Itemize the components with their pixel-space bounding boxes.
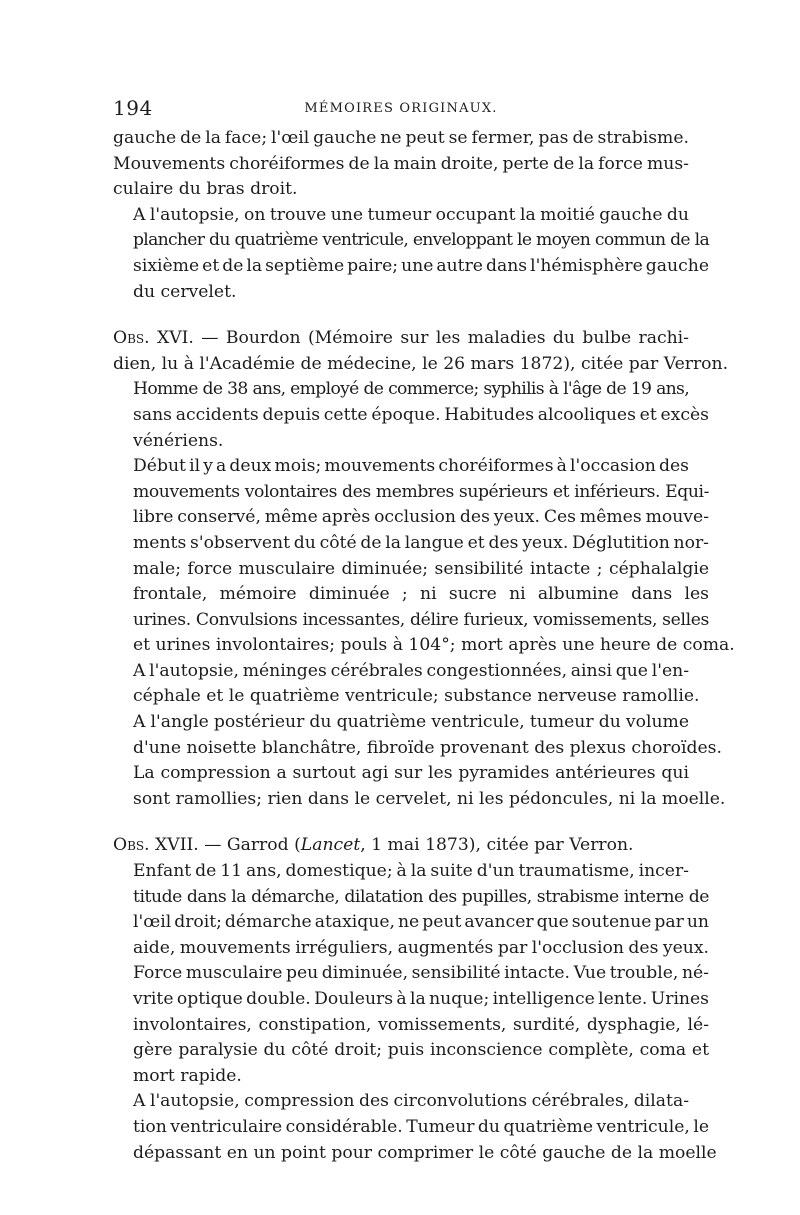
page-header <box>113 96 689 124</box>
paragraph <box>113 659 700 710</box>
text-line: libre conservé, même après occlusion des yeux. Ces mêmes mouve- <box>133 507 709 528</box>
observation-label: Obs. XVI. <box>113 328 194 349</box>
paragraph <box>113 377 709 454</box>
text-line: Obs. XVII. — Garrod (Lancet, 1 mai 1873), citée par Verron. <box>113 835 634 856</box>
page-number: 194 <box>113 96 153 120</box>
text-line: Enfant de 11 ans, domestique; à la suite d'un traumatisme, incer- <box>133 861 689 882</box>
text-line: A l'autopsie, on trouve une tumeur occupant la moitié gauche du <box>133 204 689 225</box>
text-line: dien, lu à l'Académie de médecine, le 26 mars 1872), citée par Verron. <box>113 353 729 374</box>
journal-title: Lancet <box>300 835 361 856</box>
text-line: Obs. XVI. — Bourdon (Mémoire sur les maladies du bulbe rachi- <box>113 328 689 349</box>
text-line: Mouvements choréiformes de la main droite, perte de la force mus- <box>113 153 689 174</box>
text-line: A l'autopsie, compression des circonvolutions cérébrales, dilata- <box>133 1091 689 1112</box>
paragraph <box>113 1089 717 1166</box>
text-line: frontale, mémoire diminuée ; ni sucre ni albumine dans les <box>133 584 709 605</box>
text-line: sixième et de la septième paire; une autre dans l'hémisphère gauche <box>133 255 709 276</box>
text-line: titude dans la démarche, dilatation des pupilles, strabisme interne de <box>133 886 709 907</box>
text-line: et urines involontaires; pouls à 104°; mort après une heure de coma. <box>133 635 735 656</box>
text-line: A l'angle postérieur du quatrième ventricule, tumeur du volume <box>133 712 689 733</box>
observation-heading <box>113 326 729 377</box>
text-line: Force musculaire peu diminuée, sensibilité intacte. Vue trouble, né- <box>133 963 709 984</box>
running-title: MÉMOIRES ORIGINAUX. <box>304 101 498 116</box>
text-line: gère paralysie du côté droit; puis inconscience complète, coma et <box>133 1040 709 1061</box>
text-line: mort rapide. <box>133 1065 242 1086</box>
paragraph <box>113 126 689 203</box>
text-line: Début il y a deux mois; mouvements choréiformes à l'occasion des <box>133 456 689 477</box>
paragraph <box>113 859 709 1089</box>
text-line: sans accidents depuis cette époque. Habitudes alcooliques et excès <box>133 404 709 425</box>
observation-heading <box>113 833 689 859</box>
text-line: plancher du quatrième ventricule, enveloppant le moyen commun de la <box>133 230 709 251</box>
text-line: aide, mouvements irréguliers, augmentés par l'occlusion des yeux. <box>133 937 709 958</box>
text-line: vénériens. <box>133 430 224 451</box>
text-line: male; force musculaire diminuée; sensibilité intacte ; céphalalgie <box>133 558 709 579</box>
text-line: urines. Convulsions incessantes, délire furieux, vomissements, selles <box>133 609 709 630</box>
observation-label: Obs. XVII. <box>113 835 199 856</box>
text-line: vrite optique double. Douleurs à la nuque; intelligence lente. Urines <box>133 989 709 1009</box>
text-line: Homme de 38 ans, employé de commerce; syphilis à l'âge de 19 ans, <box>133 379 689 400</box>
text-line: d'une noisette blanchâtre, fibroïde provenant des plexus choroïdes. <box>133 737 722 758</box>
text-line: A l'autopsie, méninges cérébrales congestionnées, ainsi que l'en- <box>133 660 689 681</box>
text-line: culaire du bras droit. <box>113 179 298 200</box>
text-line: l'œil droit; démarche ataxique, ne peut avancer que soutenue par un <box>133 912 709 933</box>
body-text <box>113 126 735 1166</box>
text-line: involontaires, constipation, vomissements, surdité, dysphagie, lé- <box>133 1014 709 1035</box>
paragraph <box>113 203 709 305</box>
text-line: tion ventriculaire considérable. Tumeur du quatrième ventricule, le <box>133 1116 709 1137</box>
text-line: du cervelet. <box>133 281 237 302</box>
text-line: céphale et le quatrième ventricule; substance nerveuse ramollie. <box>133 686 700 707</box>
text-line: dépassant en un point pour comprimer le côté gauche de la moelle <box>133 1142 717 1163</box>
text-line: ments s'observent du côté de la langue et des yeux. Déglutition nor- <box>133 532 709 553</box>
paragraph <box>113 454 735 659</box>
text-line: La compression a surtout agi sur les pyramides antérieures qui <box>133 763 689 784</box>
text-line: mouvements volontaires des membres supérieurs et inférieurs. Equi- <box>133 481 709 502</box>
text-line: gauche de la face; l'œil gauche ne peut se fermer, pas de strabisme. <box>113 128 689 148</box>
paragraph <box>113 710 722 761</box>
paragraph <box>113 761 726 812</box>
text-line: sont ramollies; rien dans le cervelet, ni les pédoncules, ni la moelle. <box>133 788 726 809</box>
